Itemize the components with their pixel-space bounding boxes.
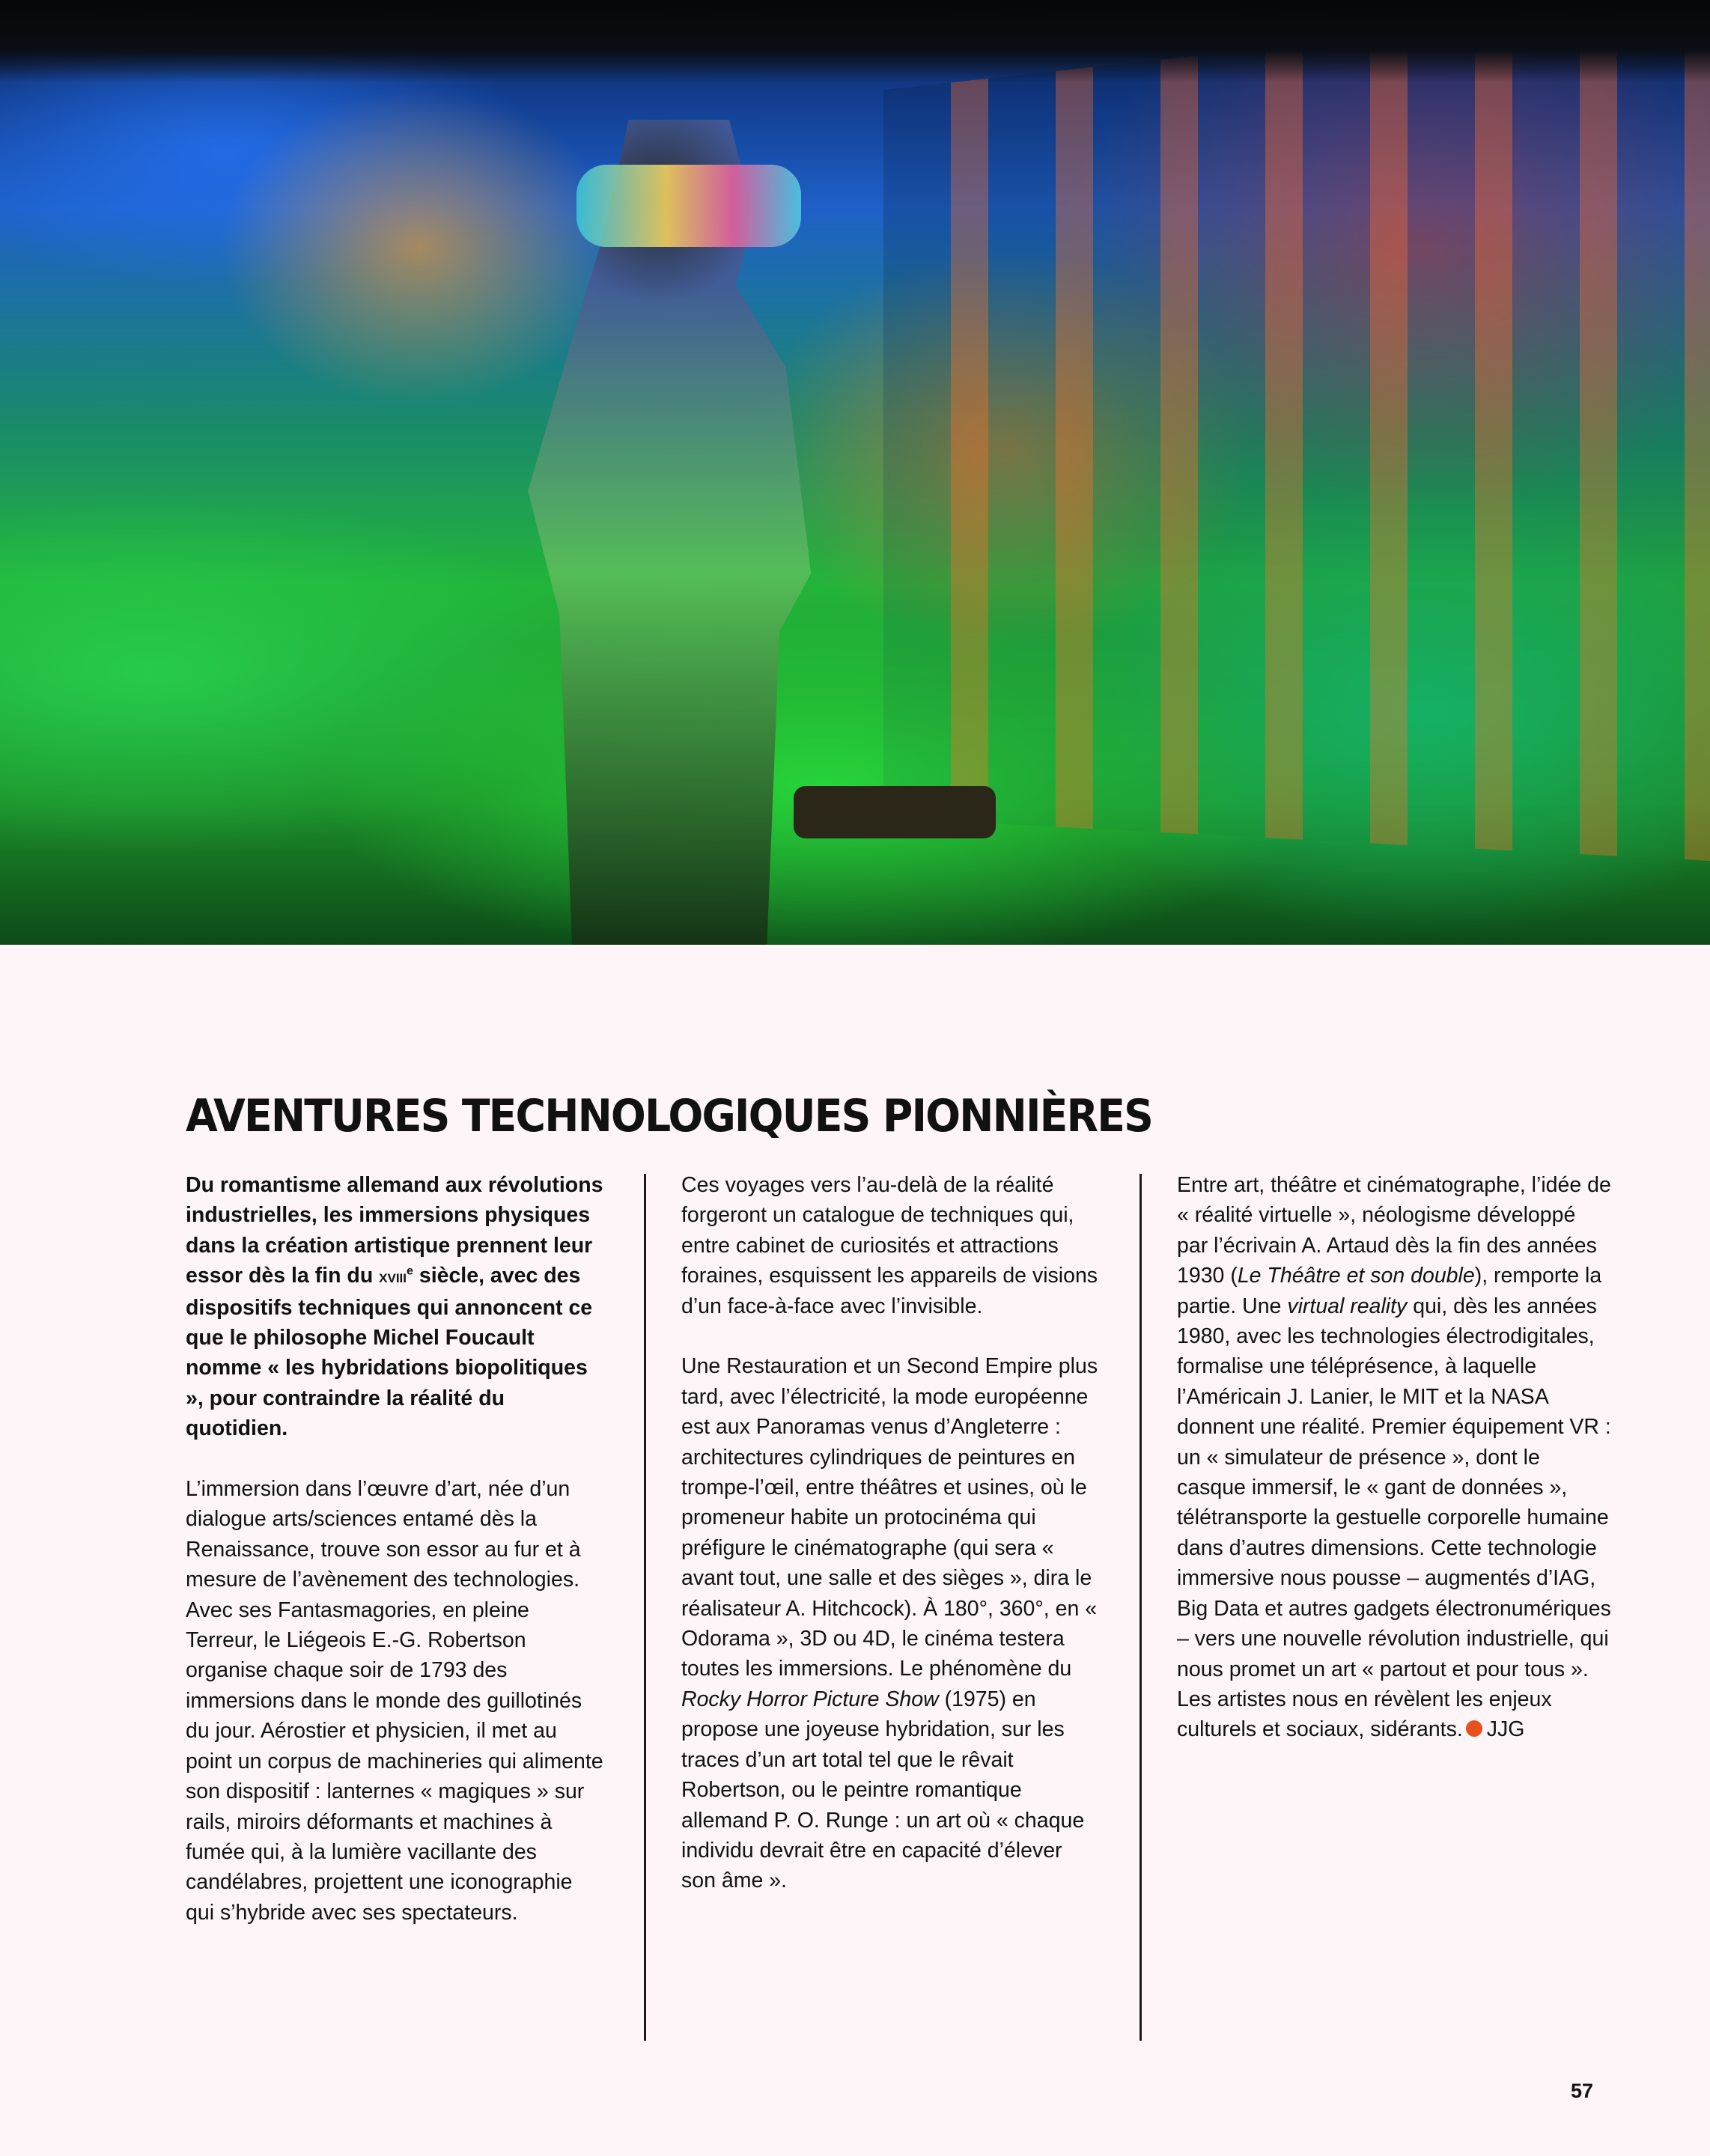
body-paragraph: Ces voyages vers l’au-delà de la réalité forgeront un catalogue de techniques qui, entre cabinet de curiosités et attractions foraines, esquissent les appareils de visions d’un face-à-face avec l’invisible.	[681, 1173, 1098, 1318]
body-paragraph	[681, 1351, 1101, 1895]
text-run: qui, dès les années 1980, avec les technologies électrodigitales, formalise une téléprésence, à laquelle l’Américain J. Lanier, le MIT et la NASA donnent une réalité. Premier équipement VR : un « simulateur de présence », dont le casque immersif, le « gant de données », télétransporte la gestuelle corporelle humaine dans d’autres dimensions. Cette technologie immersive nous pousse – augmentés d’IAG, Big Data et autres gadgets électronumériques – vers une nouvelle révolution industrielle, qui nous promet un art « partout et pour tous ». Les artistes nous en révèlent les enjeux culturels et sociaux, sidérants.	[1177, 1294, 1611, 1742]
body-paragraph	[1177, 1170, 1611, 1745]
text-run: ), remporte la partie. Une	[1177, 1264, 1602, 1318]
text-run: Une Restauration et un Second Empire plus tard, avec l’électricité, la mode européenne est aux Panoramas venus d’Angleterre : architectures cylindriques de peintures en trompe-l’œil, entre théâtres et usines, où le promeneur habite un protocinéma qui préfigure le cinématographe (qui sera « avant tout, une salle et des sièges », dira le réalisateur A. Hitchcock). À 180°, 360°, en « Odorama », 3D ou 4D, le cinéma testera toutes les immersions. Le phénomène du	[681, 1354, 1098, 1681]
article-headline: AVENTURES TECHNOLOGIQUES PIONNIÈRES	[186, 1090, 1153, 1142]
lede-text-part1: Du romantisme allemand aux révolutions industrielles, les immersions physiques dans la création artistique prennent leur essor dès la fin du	[186, 1173, 603, 1288]
column-2	[681, 1170, 1101, 1926]
page-number: 57	[1571, 2080, 1594, 2102]
column-3	[1177, 1170, 1611, 1775]
end-of-article-dot-icon	[1466, 1720, 1482, 1737]
italic-term: virtual reality	[1287, 1294, 1408, 1318]
text-run: (1975) en propose une joyeuse hybridation, sur les traces d’un art total tel que le rêvait Robertson, ou le peintre romantique allemand P. O. Runge : un art où « chaque individu devrait être en capacité d’élever son âme ».	[681, 1687, 1085, 1893]
century-superscript: e	[407, 1264, 413, 1278]
body-paragraph: L’immersion dans l’œuvre d’art, née d’un dialogue arts/sciences entamé dès la Renaissance, trouve son essor au fur et à mesure de l’avènement des technologies. Avec ses Fantasmagories, en pleine Terreur, le Liégeois E.-G. Robertson organise chaque soir de 1793 des immersions dans le monde des guillotinés du jour. Aérostier et physicien, il met au point un corpus de machineries qui alimente son dispositif : lanternes « magiques » sur rails, miroirs déformants et machines à fumée qui, à la lumière vacillante des candélabres, projettent une iconographie qui s’hybride avec ses spectateurs.	[186, 1477, 603, 1925]
column-divider	[1140, 1174, 1142, 2041]
text-run: Entre art, théâtre et cinématographe, l’idée de « réalité virtuelle », néologisme développé par l’écrivain A. Artaud dès la fin des années 1930 (	[1177, 1173, 1611, 1288]
column-1	[186, 1170, 605, 1958]
column-divider	[644, 1174, 646, 2041]
film-title: Rocky Horror Picture Show	[681, 1687, 939, 1711]
author-signature: JJG	[1486, 1717, 1525, 1742]
book-title: Le Théâtre et son double	[1237, 1264, 1475, 1288]
century-numeral: xviii	[379, 1267, 407, 1288]
lede-text-part2: siècle, avec des dispositifs techniques qui annoncent ce que le philosophe Michel Foucault nomme « les hybridations biopolitiques », pour contraindre la réalité du quotidien.	[186, 1264, 593, 1441]
lede-paragraph	[186, 1170, 605, 1444]
